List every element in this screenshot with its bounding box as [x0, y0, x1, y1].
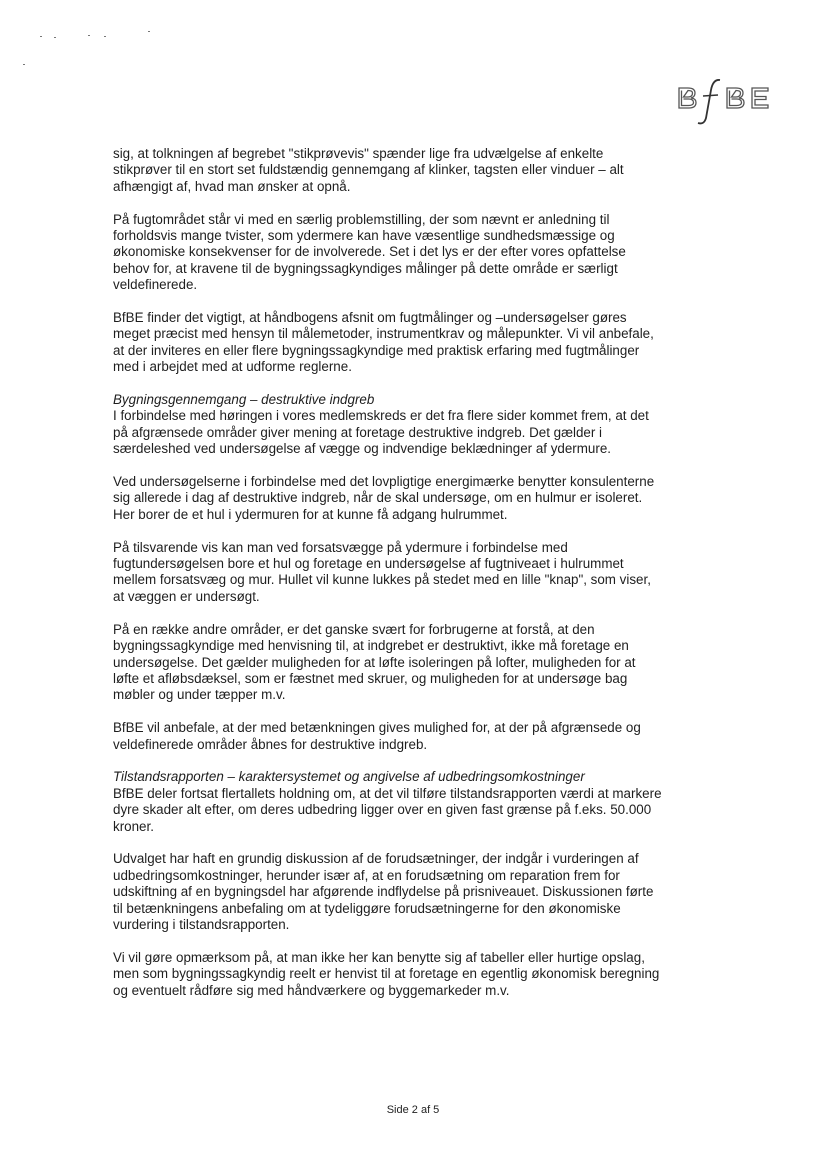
scan-speck	[40, 36, 42, 37]
section-condition-report	[113, 769, 665, 999]
scan-speck	[54, 37, 56, 38]
paragraph: sig, at tolkningen af begrebet "stikprøvevis" spænder lige fra udvælgelse af enkelte stikprøver til en stort set fuldstændig gennemgang af klinker, tagsten eller vinduer – alt afhængigt af, hvad man ønsker at opnå.	[113, 146, 624, 194]
scan-speck	[88, 35, 90, 36]
paragraph: BfBE vil anbefale, at der med betænkningen gives mulighed for, at der på afgrænsede og veldefinerede områder åbnes for destruktive indgreb.	[113, 720, 641, 752]
paragraph: På en række andre områder, er det ganske svært for forbrugerne at forstå, at den bygningssagkyndige med henvisning til, at indgrebet er destruktivt, ikke må foretage en undersøgelse. Det gælder muligheden for at løfte isoleringen på lofter, muligheden for at løfte et afløbsdæksel, som er fæstnet med skruer, og muligheden for at undersøge bag møbler og under tæpper m.v.	[113, 621, 636, 703]
section-destructive-interventions	[113, 392, 665, 753]
scan-speck	[148, 31, 150, 32]
paragraph: Ved undersøgelserne i forbindelse med det lovpligtige energimærke benytter konsulenterne sig allerede i dag af destruktive indgreb, når de skal undersøge, om en hulmur er isoleret. Her borer de et hul i ydermuren for at kunne få adgang hulrummet.	[113, 474, 655, 522]
scan-speck	[23, 64, 25, 65]
paragraph: I forbindelse med høringen i vores medlemskreds er det fra flere sider kommet frem, at det på afgrænsede områder giver mening at foretage destruktive indgreb. Det gælder i særdeleshed ved undersøgelse af vægge og indvendige beklædninger af ydermure.	[113, 408, 649, 457]
bfbe-logo	[677, 76, 789, 126]
paragraph: På fugtområdet står vi med en særlig problemstilling, der som nævnt er anledning til forholdsvis mange tvister, som ydermere kan have væsentlige sundhedsmæssige og økonomiske konsekvenser for de involverede. Set i det lys er der efter vores opfattelse behov for, at kravene til de bygningssagkyndiges målinger på dette område er særligt veldefinerede.	[113, 211, 626, 293]
paragraph: På tilsvarende vis kan man ved forsatsvægge på ydermure i forbindelse med fugtundersøgelsen bore et hul og foretage en undersøgelse af fugtniveaet i hulrummet mellem forsatsvæg og mur. Hullet vil kunne lukkes på stedet med en lille "knap", som viser, at væggen er undersøgt.	[113, 539, 651, 604]
letter-body	[113, 146, 665, 1015]
paragraph: BfBE finder det vigtigt, at håndbogens afsnit om fugtmålinger og –undersøgelser gøres meget præcist med hensyn til målemetoder, instrumentkrav og målepunkter. Vi vil anbefale, at der inviteres en eller flere bygningssagkyndige med praktisk erfaring med fugtmålinger med i arbejdet med at udforme reglerne.	[113, 310, 654, 375]
paragraph: Udvalget har haft en grundig diskussion af de forudsætninger, der indgår i vurderingen af udbedringsomkostninger, herunder især af, at en forudsætning om reparation frem for udskiftning af en bygningsdel har afgørende indflydelse på prisniveauet. Diskussionen førte til betænkningens anbefaling om at tydeliggøre forudsætningerne for den økonomiske vurdering i tilstandsrapporten.	[113, 851, 654, 932]
paragraph: BfBE deler fortsat flertallets holdning om, at det vil tilføre tilstandsrapporten værdi at markere dyre skader alt efter, om deres udbedring ligger over en given fast grænse på f.eks. 50.000 kroner.	[113, 785, 662, 834]
bfbe-logo-graphic	[677, 76, 789, 126]
paragraph: Vi vil gøre opmærksom på, at man ikke her kan benytte sig af tabeller eller hurtige opslag, men som bygningssagkyndig reelt er henvist til at foretage en egentlig økonomisk beregning og eventuelt rådføre sig med håndværkere og byggemarkeder m.v.	[113, 949, 660, 998]
page-number: Side 2 af 5	[386, 1104, 440, 1116]
section-heading: Bygningsgennemgang – destruktive indgreb	[113, 392, 375, 408]
scan-speck	[104, 36, 106, 37]
section-heading: Tilstandsrapporten – karaktersystemet og angivelse af udbedringsomkostninger	[113, 769, 585, 785]
